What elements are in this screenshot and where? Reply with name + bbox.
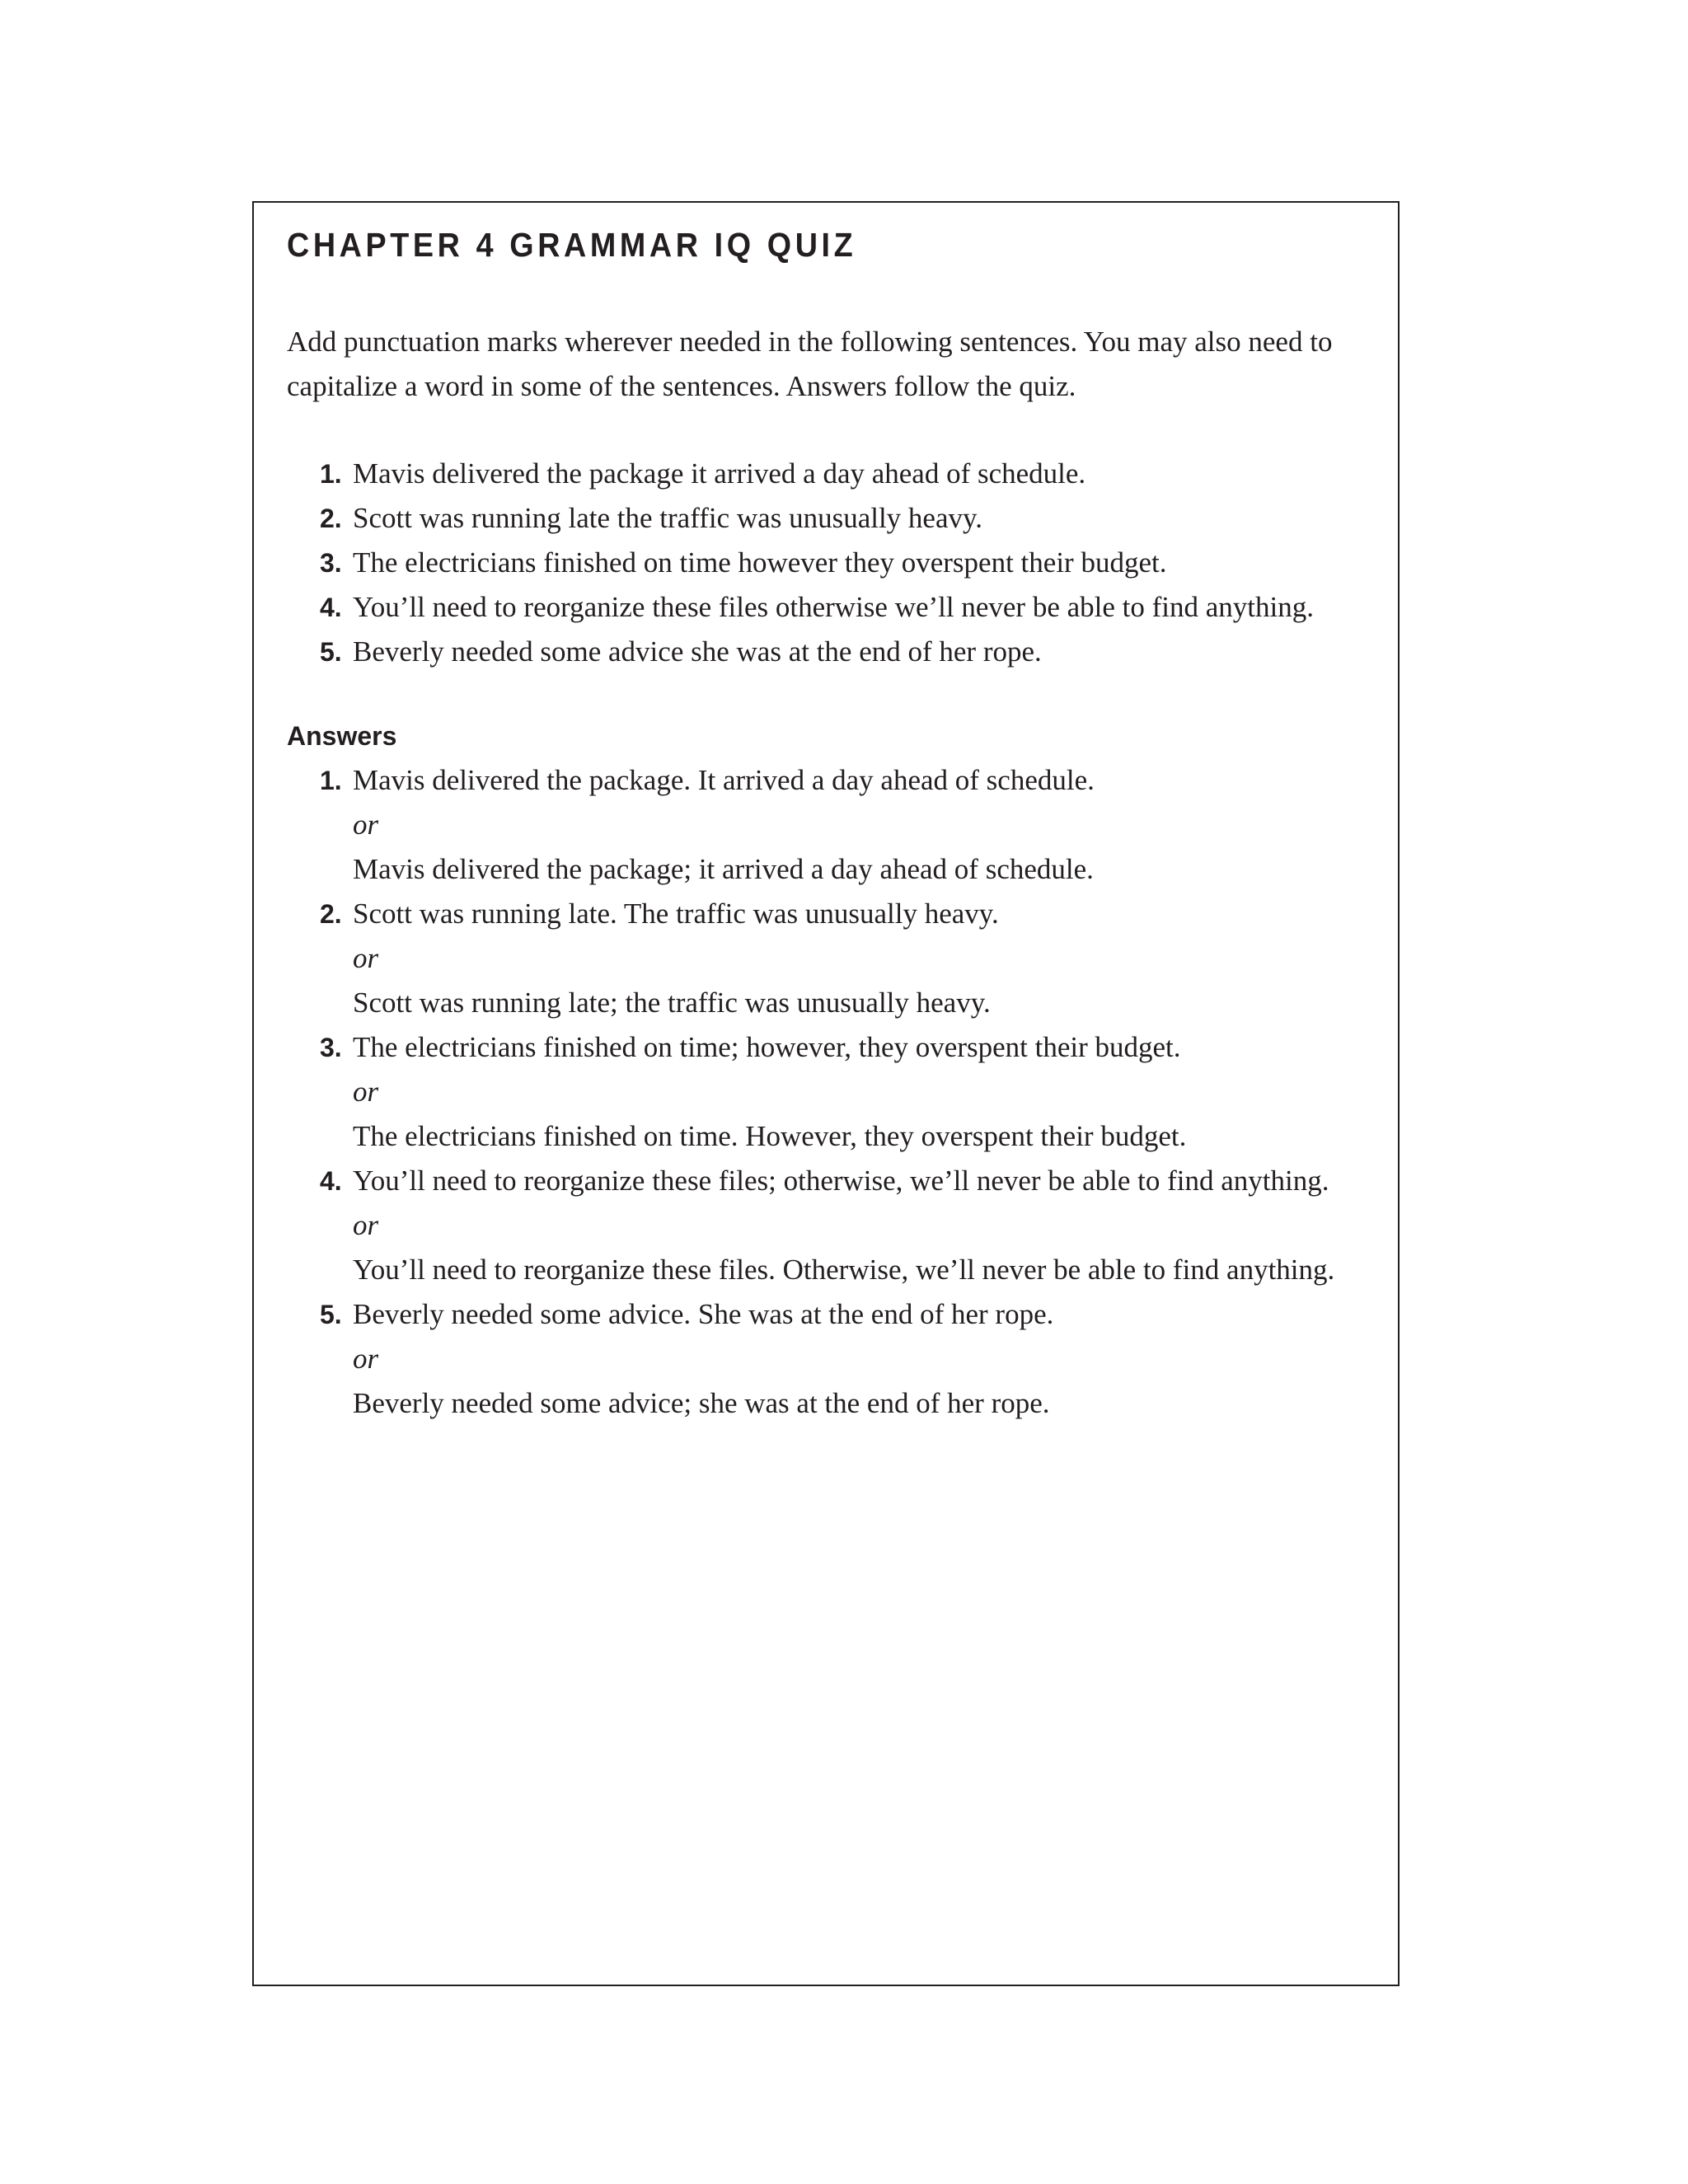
answer-number: 3.: [320, 1033, 342, 1062]
answer-text: Mavis delivered the package. It arrived a day ahead of schedule.: [353, 764, 1095, 796]
question-text: Beverly needed some advice she was at the end of her rope.: [353, 635, 1042, 668]
answer-first-option: [287, 1025, 1334, 1070]
question-list: [287, 452, 1314, 674]
answer-first-option: [287, 1292, 1334, 1337]
answer-text: The electricians finished on time; however, they overspent their budget.: [353, 1031, 1181, 1063]
answers-section: [287, 714, 1334, 1426]
quiz-box: [252, 201, 1400, 1986]
answer-first-option: [287, 758, 1334, 803]
question-number: 4.: [320, 593, 342, 622]
answer-or: or: [353, 942, 379, 974]
answers-heading: Answers: [287, 721, 397, 751]
answer-second-option: Beverly needed some advice; she was at the end of her rope.: [353, 1387, 1050, 1419]
answer-item: [287, 758, 1334, 892]
question-number: 5.: [320, 637, 342, 667]
question-item: [287, 452, 1314, 496]
answer-or: or: [353, 808, 379, 841]
answer-item: [287, 892, 1334, 1025]
question-number: 1.: [320, 459, 342, 489]
answer-item: [287, 1292, 1334, 1426]
answer-number: 1.: [320, 766, 342, 795]
answer-item: [287, 1159, 1334, 1292]
question-item: [287, 496, 1314, 541]
question-text: Scott was running late the traffic was unusually heavy.: [353, 502, 982, 534]
answer-number: 2.: [320, 899, 342, 929]
answer-second-option: You’ll need to reorganize these files. Otherwise, we’ll never be able to find anything.: [353, 1254, 1335, 1286]
question-item: [287, 585, 1314, 630]
question-number: 3.: [320, 548, 342, 578]
answer-text: Beverly needed some advice. She was at the end of her rope.: [353, 1298, 1054, 1330]
question-number: 2.: [320, 504, 342, 533]
quiz-title: CHAPTER 4 GRAMMAR IQ QUIZ: [287, 226, 857, 264]
answer-or: or: [353, 1343, 379, 1375]
answer-or: or: [353, 1076, 379, 1108]
answer-first-option: [287, 892, 1334, 936]
answer-text: Scott was running late. The traffic was unusually heavy.: [353, 898, 999, 930]
answer-first-option: [287, 1159, 1334, 1203]
answer-list: [287, 758, 1334, 1426]
answer-text: You’ll need to reorganize these files; otherwise, we’ll never be able to find anything.: [353, 1165, 1329, 1197]
question-text: Mavis delivered the package it arrived a day ahead of schedule.: [353, 457, 1086, 490]
question-item: [287, 541, 1314, 585]
question-text: The electricians finished on time however they overspent their budget.: [353, 546, 1167, 579]
answer-number: 5.: [320, 1300, 342, 1329]
answer-number: 4.: [320, 1166, 342, 1196]
question-text: You’ll need to reorganize these files otherwise we’ll never be able to find anything.: [353, 591, 1315, 623]
answer-second-option: Mavis delivered the package; it arrived a day ahead of schedule.: [353, 853, 1094, 885]
answer-item: [287, 1025, 1334, 1159]
quiz-instructions: Add punctuation marks wherever needed in the following sentences. You may also need to capitalize a word in some of the sentences. Answers follow the quiz.: [287, 326, 1333, 402]
answer-second-option: Scott was running late; the traffic was unusually heavy.: [353, 987, 991, 1019]
question-item: [287, 630, 1314, 674]
answer-or: or: [353, 1209, 379, 1241]
answer-second-option: The electricians finished on time. However, they overspent their budget.: [353, 1120, 1187, 1152]
